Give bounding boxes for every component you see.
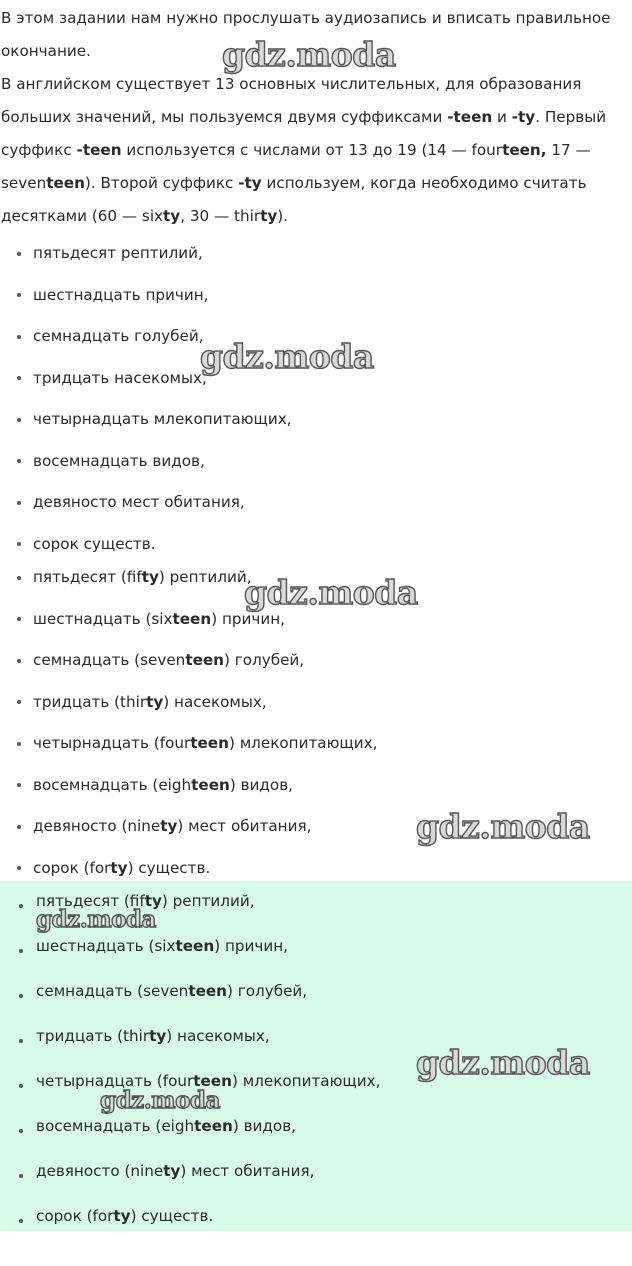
list-item (0, 723, 632, 765)
suffix-highlight: ty (163, 1162, 181, 1180)
list-item (0, 1153, 632, 1198)
item-text: пятьдесят (fif (33, 568, 142, 586)
item-text: ) млекопитающих, (231, 1072, 381, 1090)
intro-text-segment: ). (277, 207, 289, 225)
suffix-highlight: teen (194, 1117, 233, 1135)
item-text: ) причин, (214, 937, 288, 955)
item-text: четырнадцать (four (36, 1072, 194, 1090)
item-text: сорок (for (33, 858, 111, 877)
item-text: ) мест обитания, (177, 817, 312, 835)
item-text: ) млекопитающих, (228, 734, 378, 752)
item-text: тридцать (thir (33, 692, 147, 711)
suffix-highlight: -teen (76, 141, 122, 159)
suffix-highlight: ty (149, 1027, 167, 1045)
intro-text-segment: используется с числами от 13 до 19 (14 — four (121, 141, 503, 159)
list-item: девяносто мест обитания, (0, 482, 632, 524)
list-item: сорок существ. (0, 524, 632, 566)
item-text: сорок (for (36, 1207, 114, 1225)
item-text: ) существ. (127, 858, 211, 877)
watermark: gdz.moda (244, 573, 418, 612)
list-item (0, 1108, 632, 1153)
intro-text-segment: 17 — seven (1, 141, 591, 192)
list-item: семнадцать голубей, (0, 316, 632, 358)
suffix-highlight: teen (185, 651, 224, 669)
item-text: ) существ. (130, 1207, 214, 1225)
suffix-highlight: ty (141, 568, 159, 586)
watermark: gdz.moda (416, 1043, 590, 1082)
suffix-highlight: -ty (238, 174, 262, 192)
intro-paragraph-2 (1, 68, 629, 233)
item-text: восемнадцать (eigh (33, 775, 192, 794)
item-text: шестнадцать (six (33, 609, 173, 628)
list-item (0, 682, 632, 724)
item-text: ) видов, (229, 775, 293, 794)
suffix-highlight: teen (188, 982, 227, 1000)
suffix-highlight: teen (193, 1072, 232, 1090)
suffix-highlight: teen, (502, 141, 547, 159)
item-text: шестнадцать (six (36, 937, 176, 955)
watermark: gdz.moda (200, 337, 374, 376)
suffix-highlight: ty (144, 892, 162, 910)
item-text: ) насекомых, (163, 692, 267, 711)
list-item: тридцать насекомых, (0, 358, 632, 400)
intro-text-segment: . Первый суффикс (1, 108, 607, 159)
list-item (0, 1198, 632, 1243)
suffix-highlight: -ty (511, 108, 536, 126)
watermark: gdz.moda (100, 1087, 220, 1114)
item-text: ) мест обитания, (180, 1162, 315, 1180)
item-text: семнадцать (seven (36, 982, 189, 1000)
watermark: gdz.moda (36, 906, 156, 933)
list-item: пятьдесят рептилий, (0, 233, 632, 275)
item-text: восемнадцать (eigh (36, 1117, 195, 1135)
suffix-highlight: teen (175, 937, 215, 955)
item-text: ) голубей, (227, 982, 308, 1000)
intro-text-segment: ). Второй суффикс (84, 174, 239, 192)
suffix-highlight: ty (146, 692, 164, 711)
suffix-highlight: teen (190, 734, 229, 752)
item-text: ) рептилий, (158, 568, 252, 586)
intro-text-segment: используем, когда необходимо считать десятками (60 — six (1, 174, 587, 225)
list-item (0, 640, 632, 682)
item-text: тридцать (thir (36, 1027, 150, 1045)
suffix-highlight: ty (260, 207, 278, 225)
numbers-list (0, 233, 632, 565)
intro-text-segment: , 30 — thir (180, 207, 261, 225)
intro-text-segment: и (492, 108, 512, 126)
list-item (0, 928, 632, 973)
item-text: ) рептилий, (161, 892, 255, 910)
item-text: ) видов, (232, 1117, 296, 1135)
suffix-highlight: -teen (447, 108, 493, 126)
watermark: gdz.moda (416, 807, 590, 846)
item-text: ) голубей, (224, 651, 305, 669)
item-text: ) причин, (211, 609, 285, 628)
item-text: девяносто (nine (36, 1162, 164, 1180)
list-item (0, 973, 632, 1018)
item-text: семнадцать (seven (33, 651, 186, 669)
suffix-highlight: ty (163, 207, 181, 225)
list-item: шестнадцать причин, (0, 275, 632, 317)
item-text: четырнадцать (four (33, 734, 191, 752)
item-text: пятьдесят (fif (36, 892, 145, 910)
list-item: четырнадцать млекопитающих, (0, 399, 632, 441)
intro-text-segment: В английском существует 13 основных числительных, для образования больших значений, мы пользуемся двумя суффиксами (1, 75, 582, 126)
item-text: девяносто (nine (33, 817, 161, 835)
list-item (0, 765, 632, 807)
item-text: ) насекомых, (166, 1027, 270, 1045)
suffix-highlight: teen (172, 609, 212, 628)
suffix-highlight: ty (113, 1207, 131, 1225)
list-item: восемнадцать видов, (0, 441, 632, 483)
suffix-highlight: ty (110, 858, 128, 877)
suffix-highlight: ty (160, 817, 178, 835)
suffix-highlight: teen (46, 174, 85, 192)
watermark: gdz.moda (222, 35, 396, 74)
intro-paragraph-1: В этом задании нам нужно прослушать аудиозапись и вписать правильное окончание. (1, 9, 611, 60)
suffix-highlight: teen (191, 775, 230, 794)
